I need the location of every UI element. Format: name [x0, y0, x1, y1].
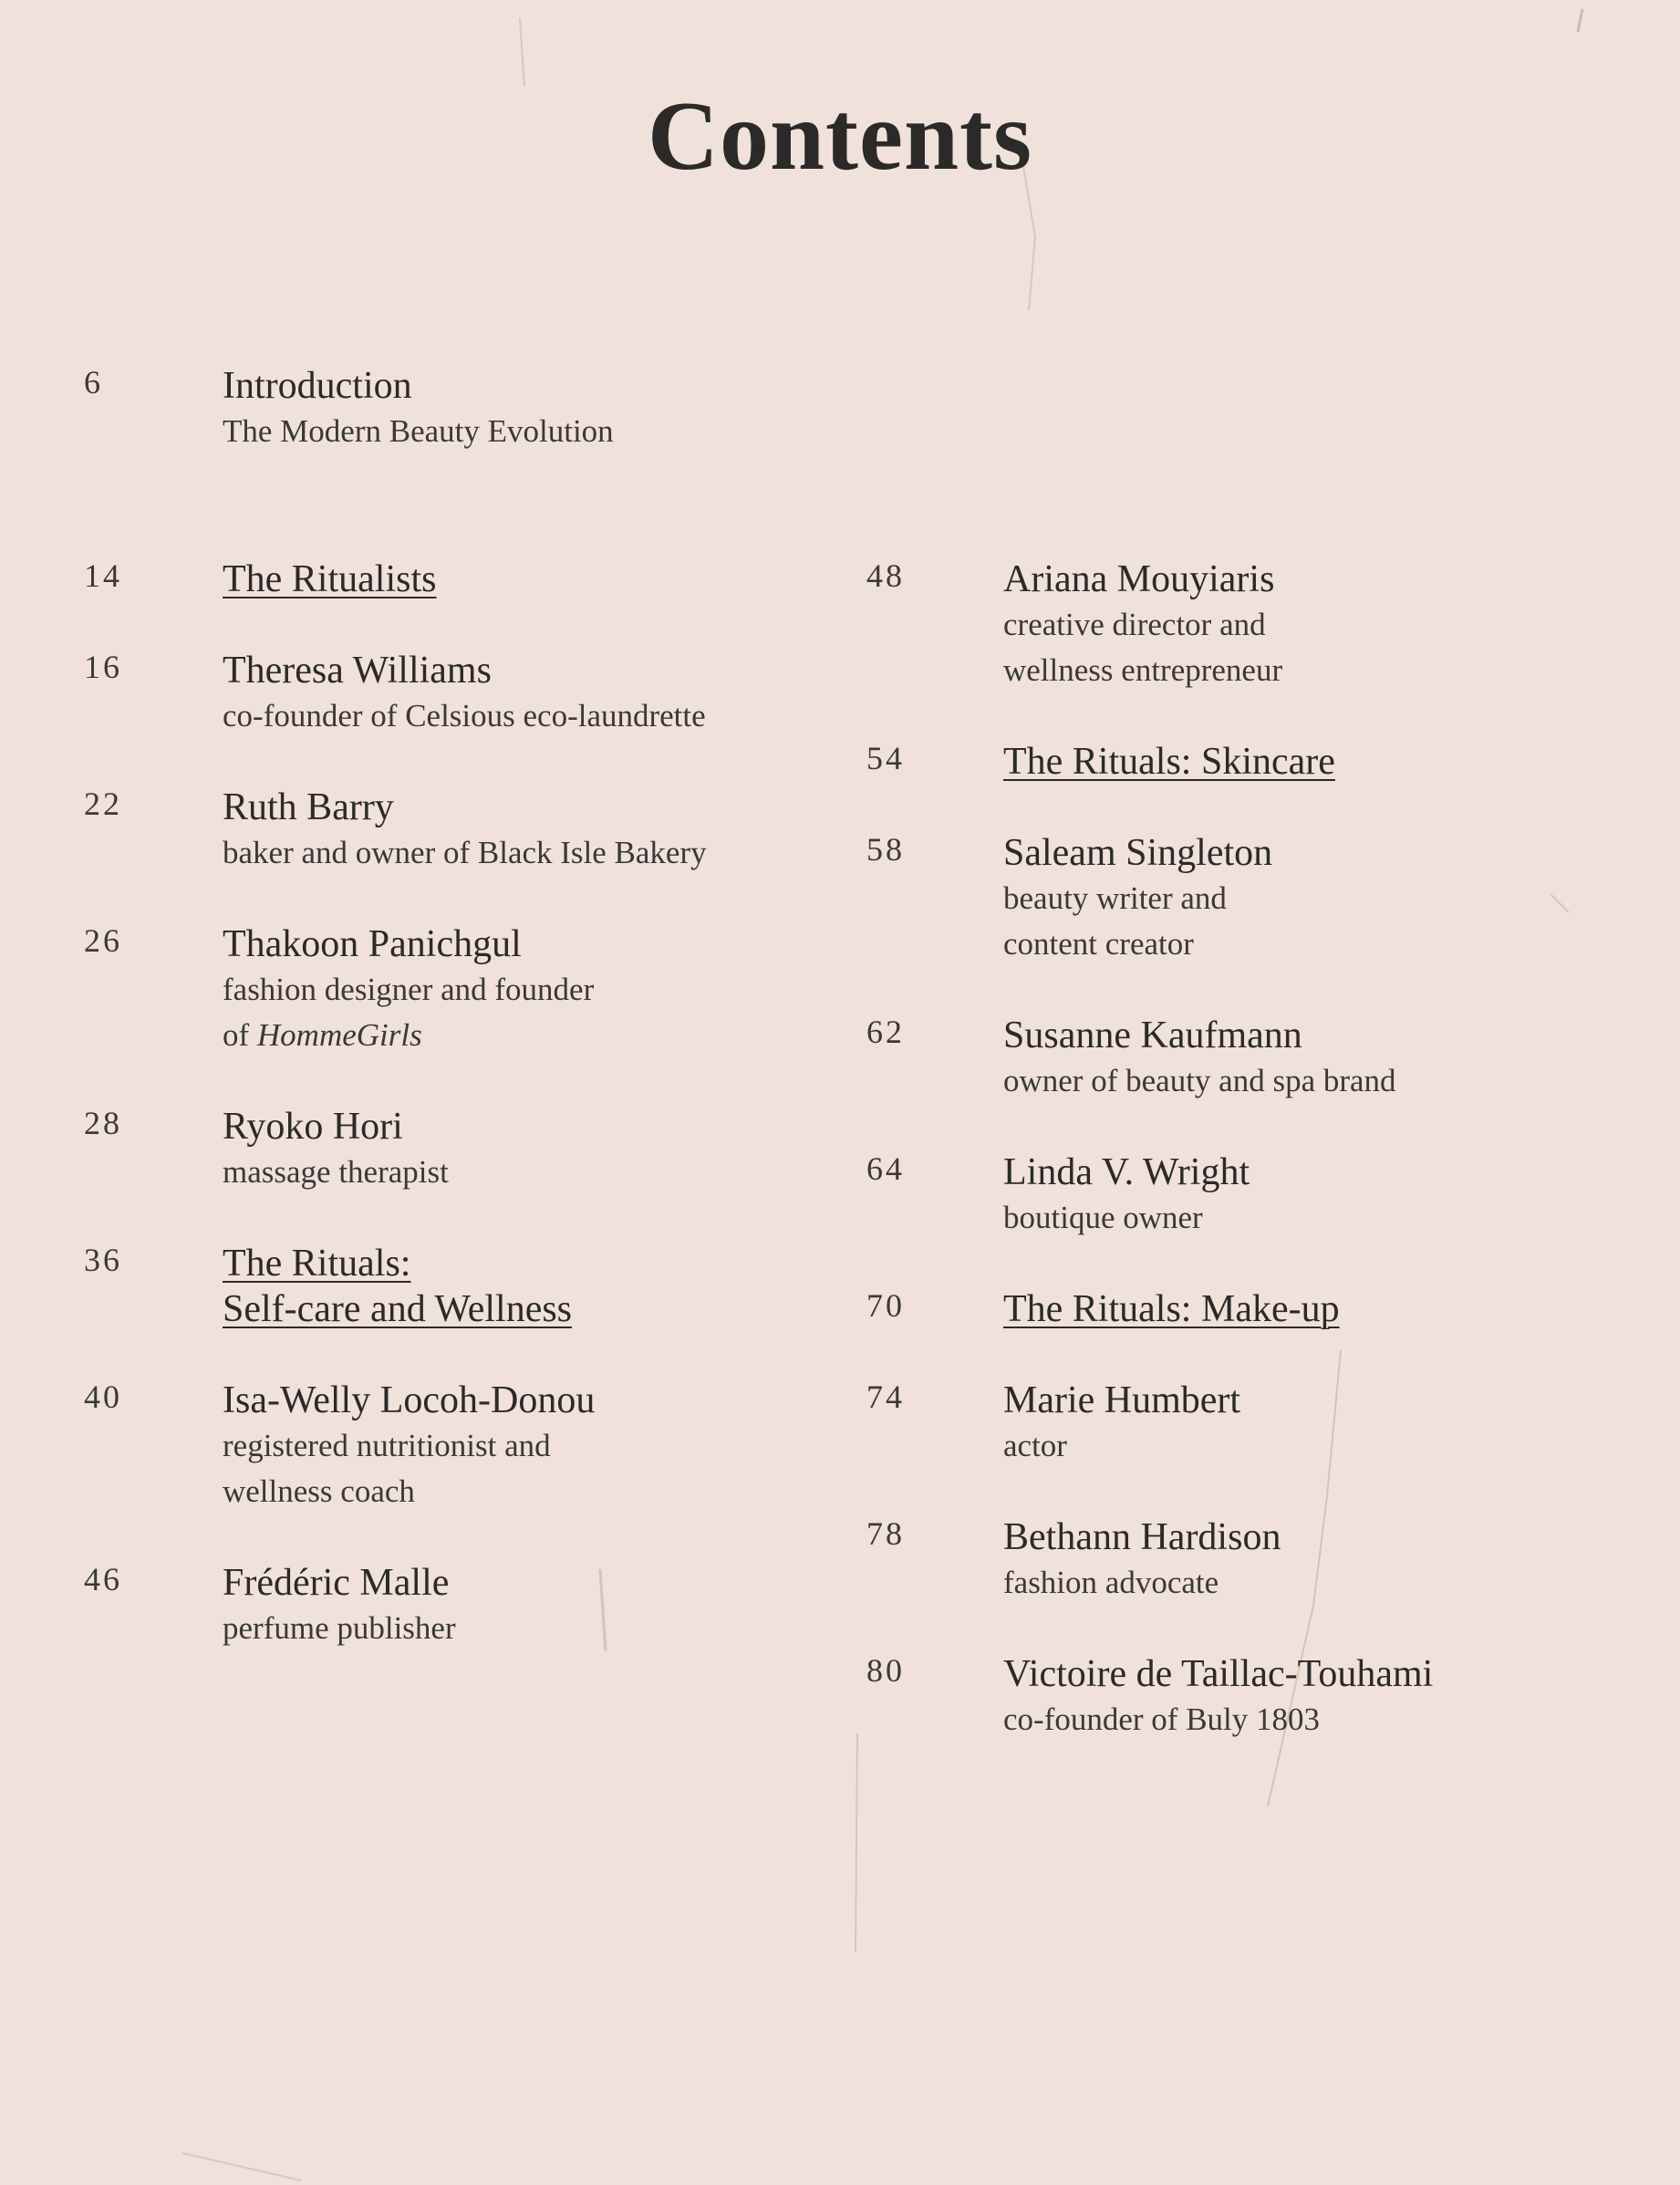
entry-description: actor [1003, 1428, 1067, 1463]
entry-description: perfume publisher [223, 1610, 456, 1646]
page-number: 36 [84, 1242, 122, 1278]
page-number: 28 [84, 1105, 122, 1141]
page-number: 16 [84, 649, 122, 685]
page-number: 62 [866, 1014, 905, 1050]
entry-description-line-2: wellness entrepreneur [1003, 652, 1283, 688]
page-number: 48 [866, 557, 905, 594]
page-number: 58 [866, 831, 905, 868]
entry-description: co-founder of Celsious eco-laundrette [223, 698, 706, 734]
section-heading[interactable]: The Ritualists [223, 558, 437, 600]
entry-description: baker and owner of Black Isle Bakery [223, 835, 707, 870]
entry-description: co-founder of Buly 1803 [1003, 1701, 1321, 1737]
page-number: 74 [866, 1379, 905, 1415]
description-prefix: of [223, 1017, 257, 1053]
brand-name: HommeGirls [256, 1017, 422, 1053]
entry-description: fashion advocate [1003, 1565, 1219, 1600]
entry-description: fashion designer and founder [223, 972, 595, 1007]
page-number: 78 [866, 1515, 905, 1552]
section-heading-line-1[interactable]: The Rituals: [223, 1243, 411, 1285]
entry-heading: Victoire de Taillac-Touhami [1003, 1653, 1434, 1695]
entry-description: The Modern Beauty Evolution [223, 413, 614, 449]
section-heading[interactable]: The Rituals: Skincare [1003, 741, 1335, 783]
entry-heading: Isa-Welly Locoh-Donou [223, 1379, 596, 1421]
page-number: 64 [866, 1150, 905, 1187]
page-title: Contents [647, 82, 1033, 191]
entry-description: beauty writer and [1003, 880, 1227, 916]
page-number: 40 [84, 1379, 122, 1415]
entry-description-line-2 [223, 1013, 594, 1058]
entry-heading: Bethann Hardison [1003, 1516, 1281, 1558]
entry-description-line-2: wellness coach [223, 1473, 415, 1509]
entry-description: massage therapist [223, 1154, 449, 1190]
entry-description-line-2: content creator [1003, 926, 1194, 962]
page-number: 46 [84, 1561, 122, 1597]
entry-description: boutique owner [1003, 1200, 1203, 1235]
entry-heading: Ryoko Hori [223, 1106, 403, 1148]
entry-heading: Theresa Williams [223, 650, 492, 692]
page-number: 22 [84, 786, 122, 822]
entry-description: owner of beauty and spa brand [1003, 1063, 1396, 1098]
section-heading-line-2[interactable]: Self-care and Wellness [223, 1288, 573, 1330]
entry-heading: Marie Humbert [1003, 1379, 1241, 1421]
section-heading[interactable]: The Rituals: Make-up [1003, 1288, 1340, 1330]
entry-heading: Ariana Mouyiaris [1003, 558, 1275, 600]
page-number: 26 [84, 922, 122, 959]
page-number: 14 [84, 557, 122, 594]
entry-heading: Linda V. Wright [1003, 1151, 1250, 1193]
entry-heading: Introduction [223, 365, 412, 407]
page-number: 80 [866, 1652, 905, 1689]
entry-description: registered nutritionist and [223, 1428, 551, 1463]
entry-heading: Susanne Kaufmann [1003, 1014, 1302, 1056]
entry-description: creative director and [1003, 607, 1266, 642]
page-number: 6 [84, 364, 103, 401]
entry-heading: Thakoon Panichgul [223, 923, 522, 965]
page-number: 54 [866, 740, 905, 776]
entry-heading: Frédéric Malle [223, 1562, 450, 1604]
entry-heading: Saleam Singleton [1003, 832, 1273, 874]
page-number: 70 [866, 1287, 905, 1324]
entry-heading: Ruth Barry [223, 786, 394, 828]
